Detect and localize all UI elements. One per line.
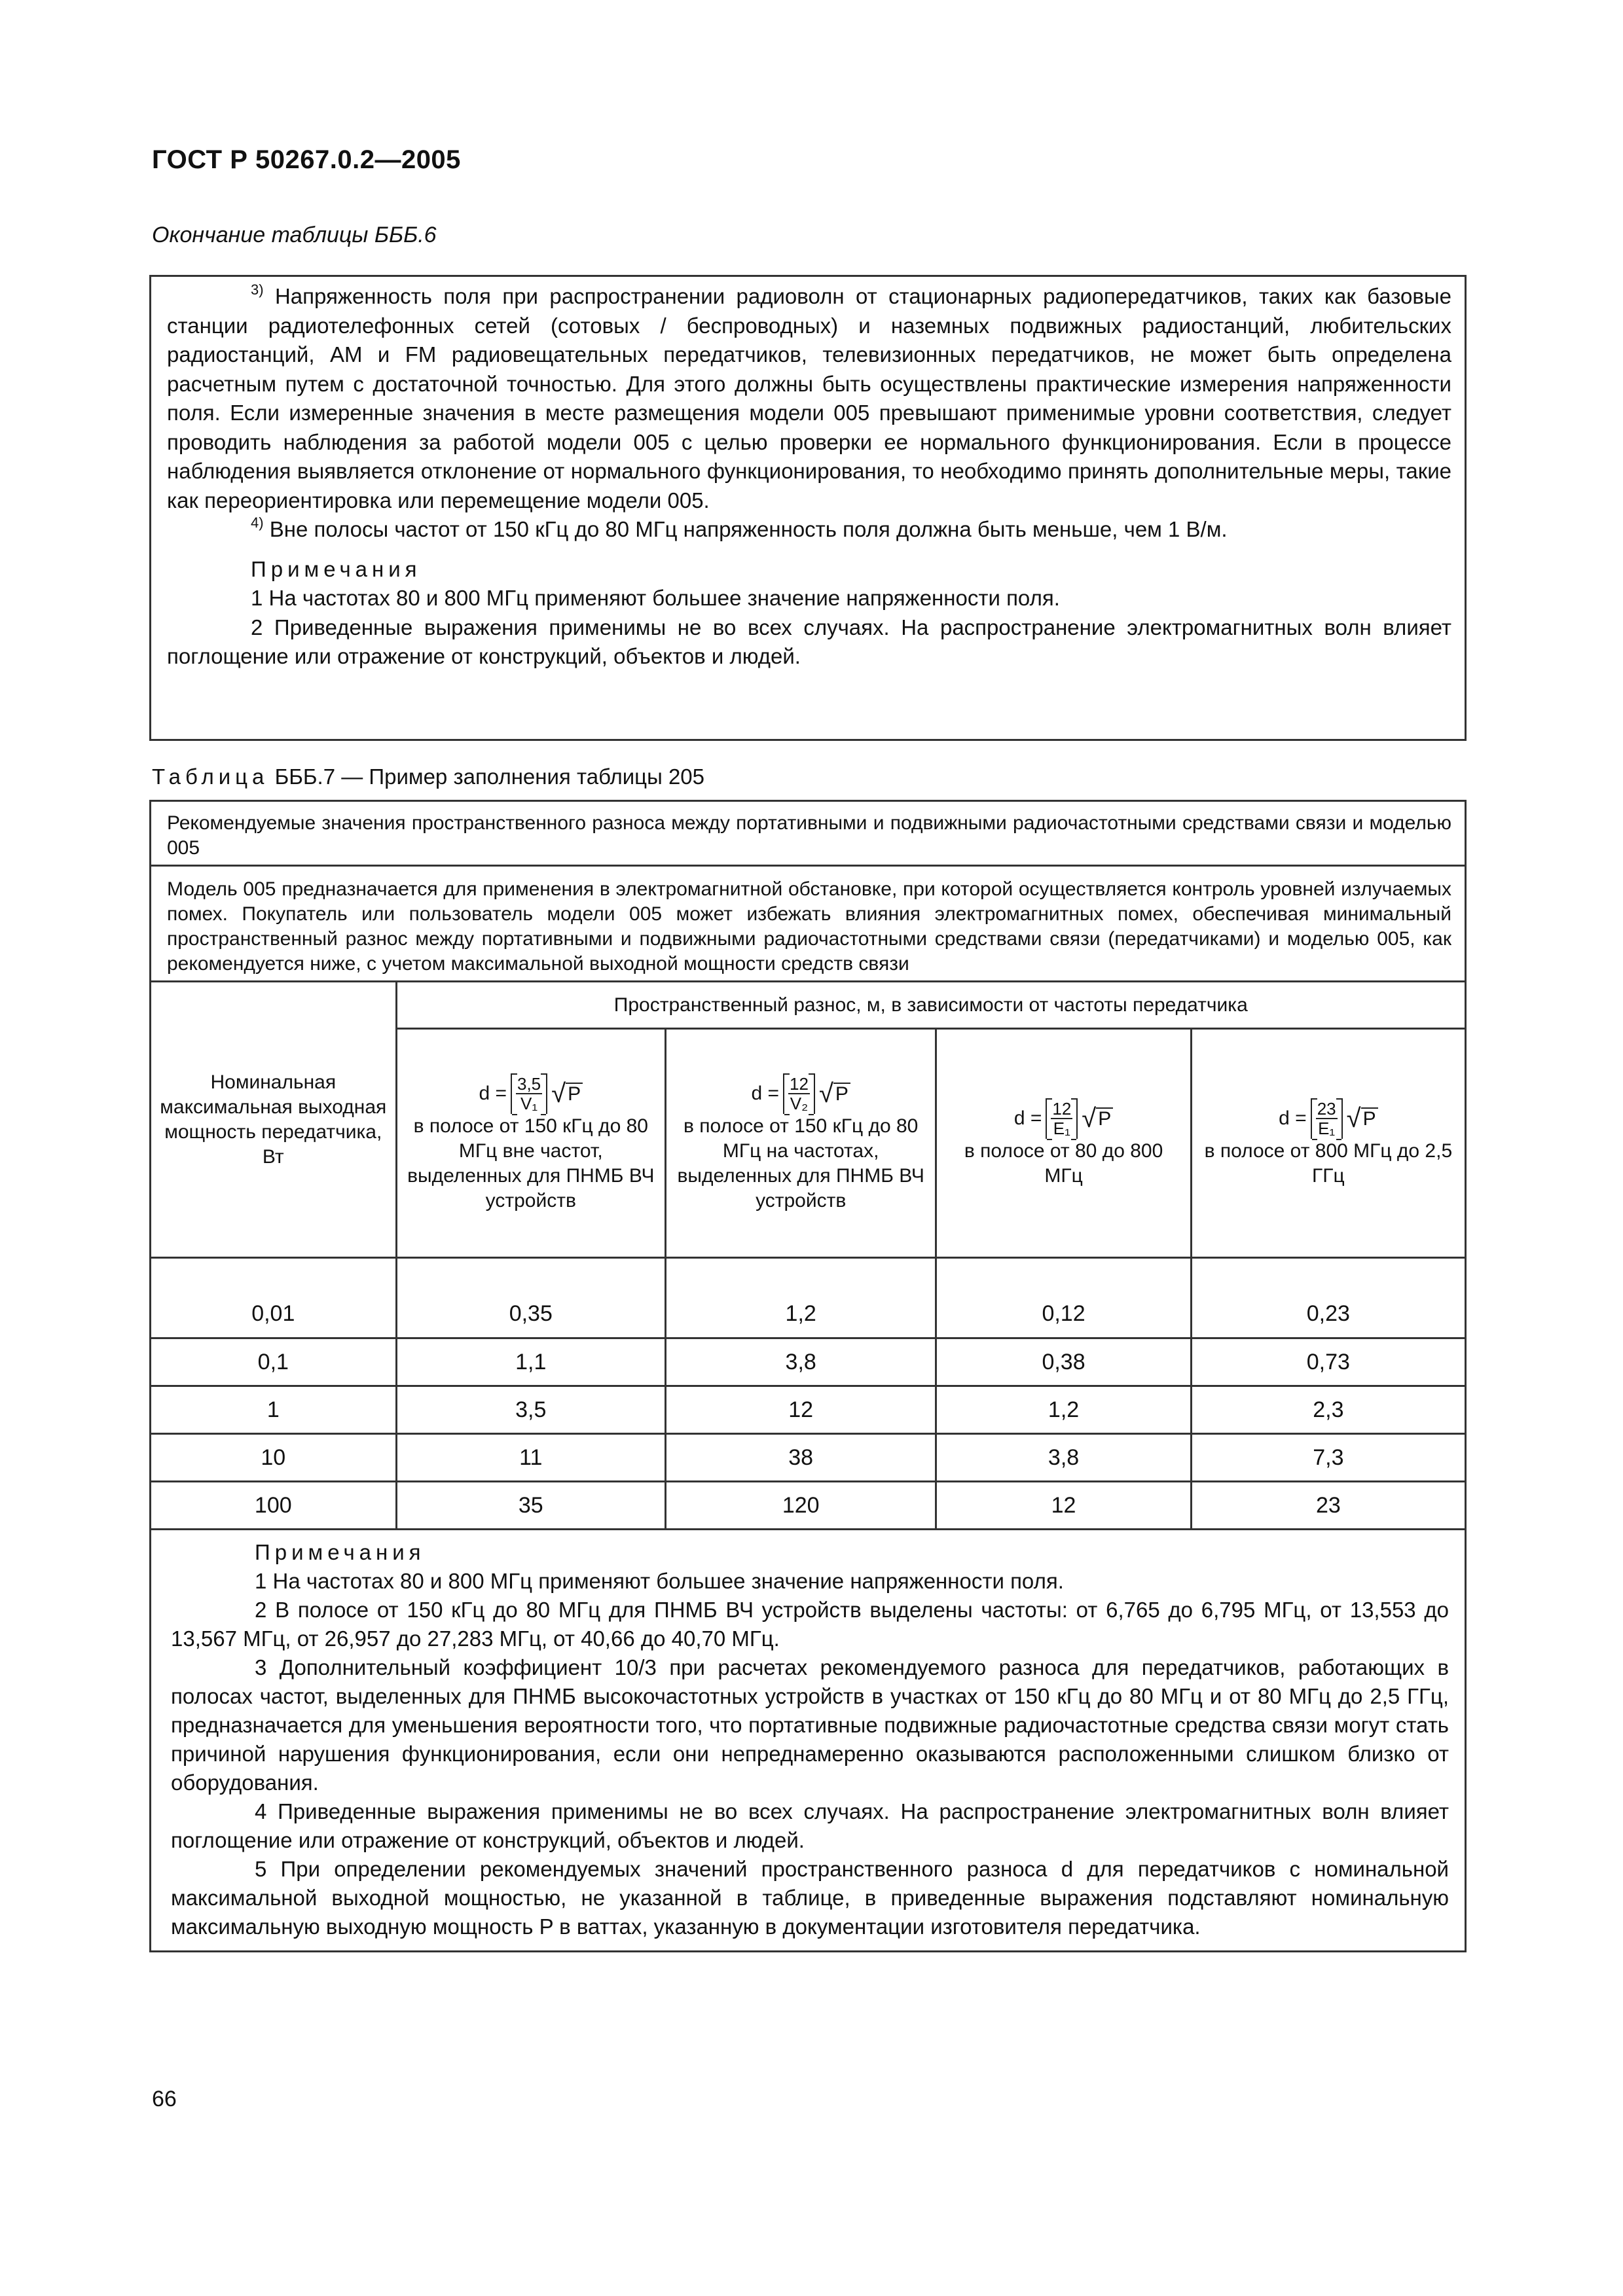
formula-sqrt-arg: P: [566, 1083, 583, 1105]
formula-denominator: E₁: [1053, 1118, 1070, 1138]
table-cell: 2,3: [1191, 1386, 1465, 1434]
footnote-4-text: Вне полосы частот от 150 кГц до 80 МГц напряженность поля должна быть меньше, чем 1 В/м.: [269, 517, 1228, 541]
note-4: 4 Приведенные выражения применимы не во всех случаях. На распространение электромагнитных волн влияет поглощение или отражение от конструкций, объектов и людей.: [171, 1799, 1449, 1852]
formula-description: в полосе от 800 МГц до 2,5 ГГц: [1204, 1139, 1453, 1187]
formula-bracket: [783, 1073, 815, 1114]
note-1: 1 На частотах 80 и 800 МГц применяют большее значение напряженности поля.: [251, 586, 1060, 610]
formula-numerator: 23: [1317, 1098, 1336, 1119]
formula-fraction: [1051, 1100, 1072, 1138]
table-intro-row: Модель 005 предназначается для применения в электромагнитной обстановке, при которой осуществляется контроль уровней излучаемых помех. Покупатель или пользователь модели 005 может избежать влияния электромагнитных помех, обеспечивая минимальный пространственный разнос между портативными и подвижными радиочастотными средствами связи (передатчиками) и моделью 005, как рекомендуется ниже, с учетом максимальной выходной мощности средств связи: [151, 866, 1466, 982]
table-cell: 0,1: [151, 1338, 397, 1386]
table-row: [151, 1338, 1466, 1386]
formula-numerator: 12: [1052, 1098, 1072, 1119]
formula-sqrt-arg: P: [1361, 1107, 1378, 1130]
table-cell: 1,2: [936, 1386, 1191, 1434]
formula-sqrt: √ P: [819, 1081, 850, 1107]
footnote-3-marker: 3): [251, 281, 264, 298]
table-cell: 0,73: [1191, 1338, 1465, 1386]
formula-description: в полосе от 80 до 800 МГц: [964, 1139, 1163, 1187]
table-7-notes: [151, 1530, 1466, 1952]
table-cell: 0,12: [936, 1258, 1191, 1338]
table-cell: 3,5: [396, 1386, 665, 1434]
table-row: [151, 1258, 1466, 1338]
table-row: [151, 1386, 1466, 1434]
formula-sqrt-arg: P: [833, 1083, 850, 1105]
formula-lhs: d =: [479, 1082, 507, 1104]
formula-2: [751, 1073, 850, 1114]
notes-heading: Примечания: [255, 1540, 426, 1564]
formula-description: в полосе от 150 кГц до 80 МГц вне частот, выделенных для ПНМБ ВЧ устройств: [407, 1115, 655, 1211]
formula-fraction: [1316, 1100, 1338, 1138]
table-label: Таблица: [152, 764, 269, 789]
table-cell: 0,01: [151, 1258, 397, 1338]
table-cell: 1: [151, 1386, 397, 1434]
formula-fraction: [516, 1075, 542, 1113]
page-number: 66: [152, 2087, 177, 2111]
footnote-3-text: Напряженность поля при распространении радиоволн от стационарных радиопередатчиков, таких как базовые станции радиотелефонных сетей (сотовых / беспроводных) и наземных подвижных радиостанций, любительских радиостанций, AM и FM радиовещательных передатчиков, телевизионных передатчиков, не может быть определена расчетным путем с достаточной точностью. Для этого должны быть осуществлены практические измерения напряженности поля. Если измеренные значения в месте размещения модели 005 превышают применимые уровни соответствия, следует проводить наблюдения за работой модели 005 с целью проверки ее нормального функционирования. Если в процессе наблюдения выявляется отклонение от нормального функционирования, то необходимо принять дополнительные меры, такие как переориентировка или перемещение модели 005.: [167, 284, 1452, 512]
table-continuation-caption: Окончание таблицы БББ.6: [152, 223, 437, 247]
formula-bracket: [511, 1073, 547, 1114]
table-7-title: БББ.7 — Пример заполнения таблицы 205: [274, 764, 705, 789]
formula-column-2: [665, 1029, 936, 1258]
footnote-3: [167, 282, 1451, 515]
formula-4: [1279, 1098, 1377, 1139]
note-2: 2 В полосе от 150 кГц до 80 МГц для ПНМБ ВЧ устройств выделены частоты: от 6,765 до 6,795 МГц, от 13,553 до 13,567 МГц, от 26,957 до 27,283 МГц, от 40,66 до 40,70 МГц.: [171, 1598, 1449, 1651]
table-row: [151, 1482, 1466, 1530]
column-group-header: Пространственный разнос, м, в зависимости от частоты передатчика: [396, 982, 1465, 1029]
table-cell: 10: [151, 1434, 397, 1482]
table-cell: 120: [665, 1482, 936, 1530]
formula-sqrt: √ P: [1082, 1105, 1113, 1132]
table-cell: 0,35: [396, 1258, 665, 1338]
formula-sqrt: √ P: [1347, 1105, 1378, 1132]
table-cell: 12: [665, 1386, 936, 1434]
table-cell: 0,38: [936, 1338, 1191, 1386]
formula-denominator: V₁: [520, 1093, 538, 1113]
note-1: 1 На частотах 80 и 800 МГц применяют большее значение напряженности поля.: [255, 1569, 1064, 1593]
footnote-4: [167, 515, 1451, 545]
table-cell: 1,1: [396, 1338, 665, 1386]
formula-description: в полосе от 150 кГц до 80 МГц на частотах, выделенных для ПНМБ ВЧ устройств: [677, 1115, 924, 1211]
footnote-4-marker: 4): [251, 514, 264, 531]
table-title-row: Рекомендуемые значения пространственного разноса между портативными и подвижными радиочастотными средствами связи и моделью 005: [151, 801, 1466, 866]
formula-column-3: [936, 1029, 1191, 1258]
table-6-footnotes: [149, 275, 1467, 741]
formula-numerator: 12: [790, 1073, 809, 1094]
formula-bracket: [1311, 1098, 1343, 1139]
formula-3: [1014, 1098, 1113, 1139]
note-3: 3 Дополнительный коэффициент 10/3 при расчетах рекомендуемого разноса для передатчиков, работающих в полосах частот, выделенных для ПНМБ высокочастотных устройств в участках от 150 кГц до 80 МГц и от 80 МГц до 2,5 ГГц, предназначается для уменьшения вероятности того, что портативные подвижные радиочастотные средства связи могут стать причиной нарушения функционирования, если они непреднамеренно оказываются расположенными слишком близко от оборудования.: [171, 1655, 1449, 1795]
formula-numerator: 3,5: [517, 1073, 541, 1094]
table-cell: 38: [665, 1434, 936, 1482]
table-cell: 3,8: [665, 1338, 936, 1386]
formula-column-4: [1191, 1029, 1465, 1258]
table-row: [151, 1434, 1466, 1482]
table-cell: 3,8: [936, 1434, 1191, 1482]
column-header-power: Номинальная максимальная выходная мощность передатчика, Вт: [151, 982, 397, 1258]
formula-denominator: V₂: [790, 1093, 809, 1113]
document-header: ГОСТ Р 50267.0.2—2005: [152, 145, 461, 174]
formula-column-1: [396, 1029, 665, 1258]
formula-lhs: d =: [1279, 1107, 1307, 1129]
formula-lhs: d =: [751, 1082, 780, 1104]
notes-heading: Примечания: [251, 556, 422, 581]
table-cell: 23: [1191, 1482, 1465, 1530]
table-cell: 100: [151, 1482, 397, 1530]
formula-1: [479, 1073, 583, 1114]
table-cell: 7,3: [1191, 1434, 1465, 1482]
formula-lhs: d =: [1013, 1107, 1042, 1129]
formula-sqrt-arg: P: [1096, 1107, 1113, 1130]
table-cell: 12: [936, 1482, 1191, 1530]
table-7-caption: [152, 764, 704, 789]
formula-denominator: E₁: [1318, 1118, 1336, 1138]
formula-bracket: [1046, 1098, 1078, 1139]
note-5: 5 При определении рекомендуемых значений пространственного разноса d для передатчиков с номинальной максимальной выходной мощностью, не указанной в таблице, в приведенные выражения подставляют номинальную максимальную выходную мощность P в ваттах, указанную в документации изготовителя передатчика.: [171, 1857, 1449, 1939]
formula-sqrt: √ P: [551, 1081, 583, 1107]
table-cell: 11: [396, 1434, 665, 1482]
note-2: 2 Приведенные выражения применимы не во всех случаях. На распространение электромагнитных волн влияет поглощение или отражение от конструкций, объектов и людей.: [167, 615, 1451, 668]
table-7: [149, 800, 1467, 1952]
table-cell: 0,23: [1191, 1258, 1465, 1338]
formula-fraction: [788, 1075, 810, 1113]
table-cell: 1,2: [665, 1258, 936, 1338]
table-cell: 35: [396, 1482, 665, 1530]
